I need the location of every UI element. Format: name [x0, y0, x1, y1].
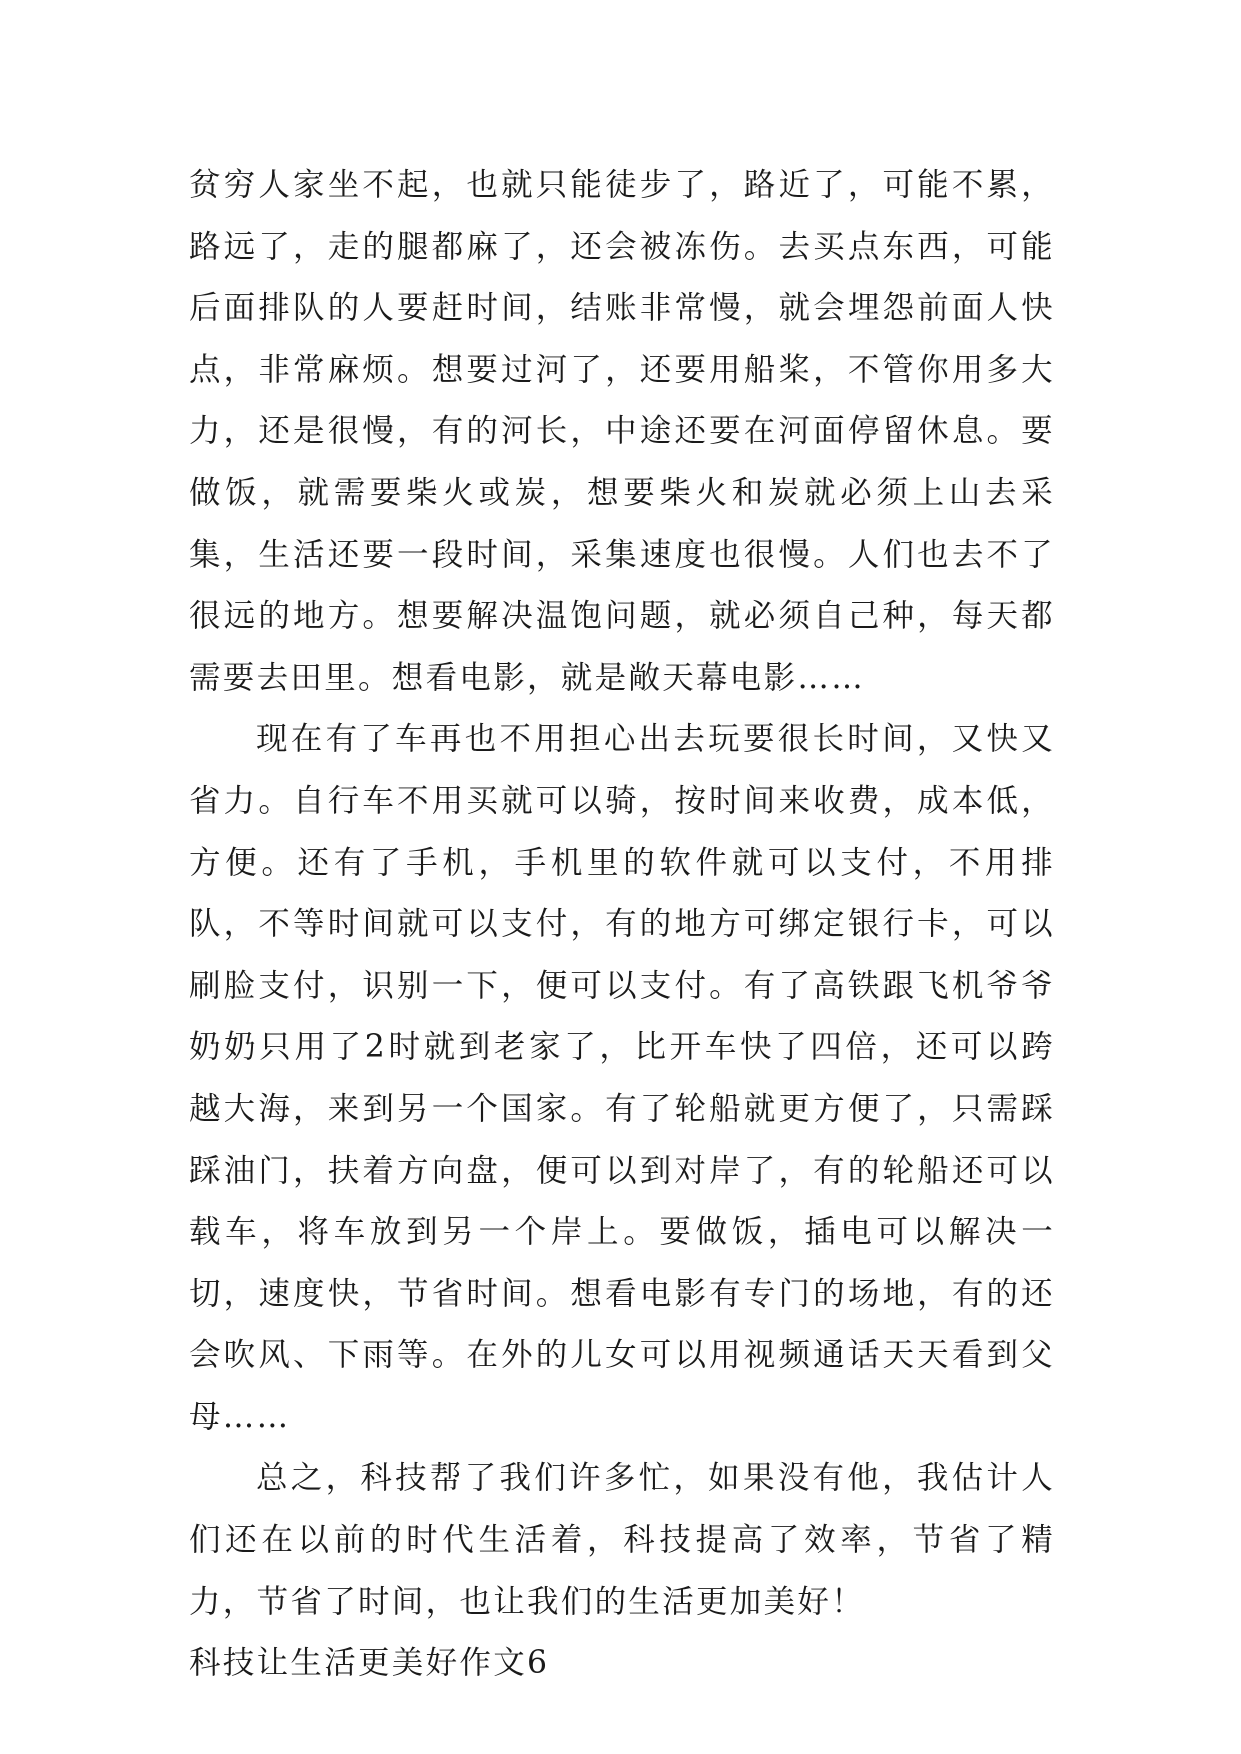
paragraph-2: 现在有了车再也不用担心出去玩要很长时间，又快又省力。自行车不用买就可以骑，按时间来收费，成本低，方便。还有了手机，手机里的软件就可以支付，不用排队，不等时间就可以支付，有的地方可绑定银行卡，可以刷脸支付，识别一下，便可以支付。有了高铁跟飞机爷爷奶奶只用了2时就到老家了，比开车快了四倍，还可以跨越大海，来到另一个国家。有了轮船就更方便了，只需踩踩油门，扶着方向盘，便可以到对岸了，有的轮船还可以载车，将车放到另一个岸上。要做饭，插电可以解决一切，速度快，节省时间。想看电影有专门的场地，有的还会吹风、下雨等。在外的儿女可以用视频通话天天看到父母…… [189, 721, 1055, 1435]
paragraph-3: 总之，科技帮了我们许多忙，如果没有他，我估计人们还在以前的时代生活着，科技提高了效率，节省了精力，节省了时间，也让我们的生活更加美好！ [189, 1460, 1055, 1620]
document-body [189, 155, 1055, 1695]
essay-title: 科技让生活更美好作文6 [189, 1645, 550, 1682]
paragraph-1: 贫穷人家坐不起，也就只能徒步了，路近了，可能不累，路远了，走的腿都麻了，还会被冻伤。去买点东西，可能后面排队的人要赶时间，结账非常慢，就会埋怨前面人快点，非常麻烦。想要过河了，还要用船桨，不管你用多大力，还是很慢，有的河长，中途还要在河面停留休息。要做饭，就需要柴火或炭，想要柴火和炭就必须上山去采集，生活还要一段时间，采集速度也很慢。人们也去不了很远的地方。想要解决温饱问题，就必须自己种，每天都需要去田里。想看电影，就是敞天幕电影…… [189, 167, 1055, 696]
